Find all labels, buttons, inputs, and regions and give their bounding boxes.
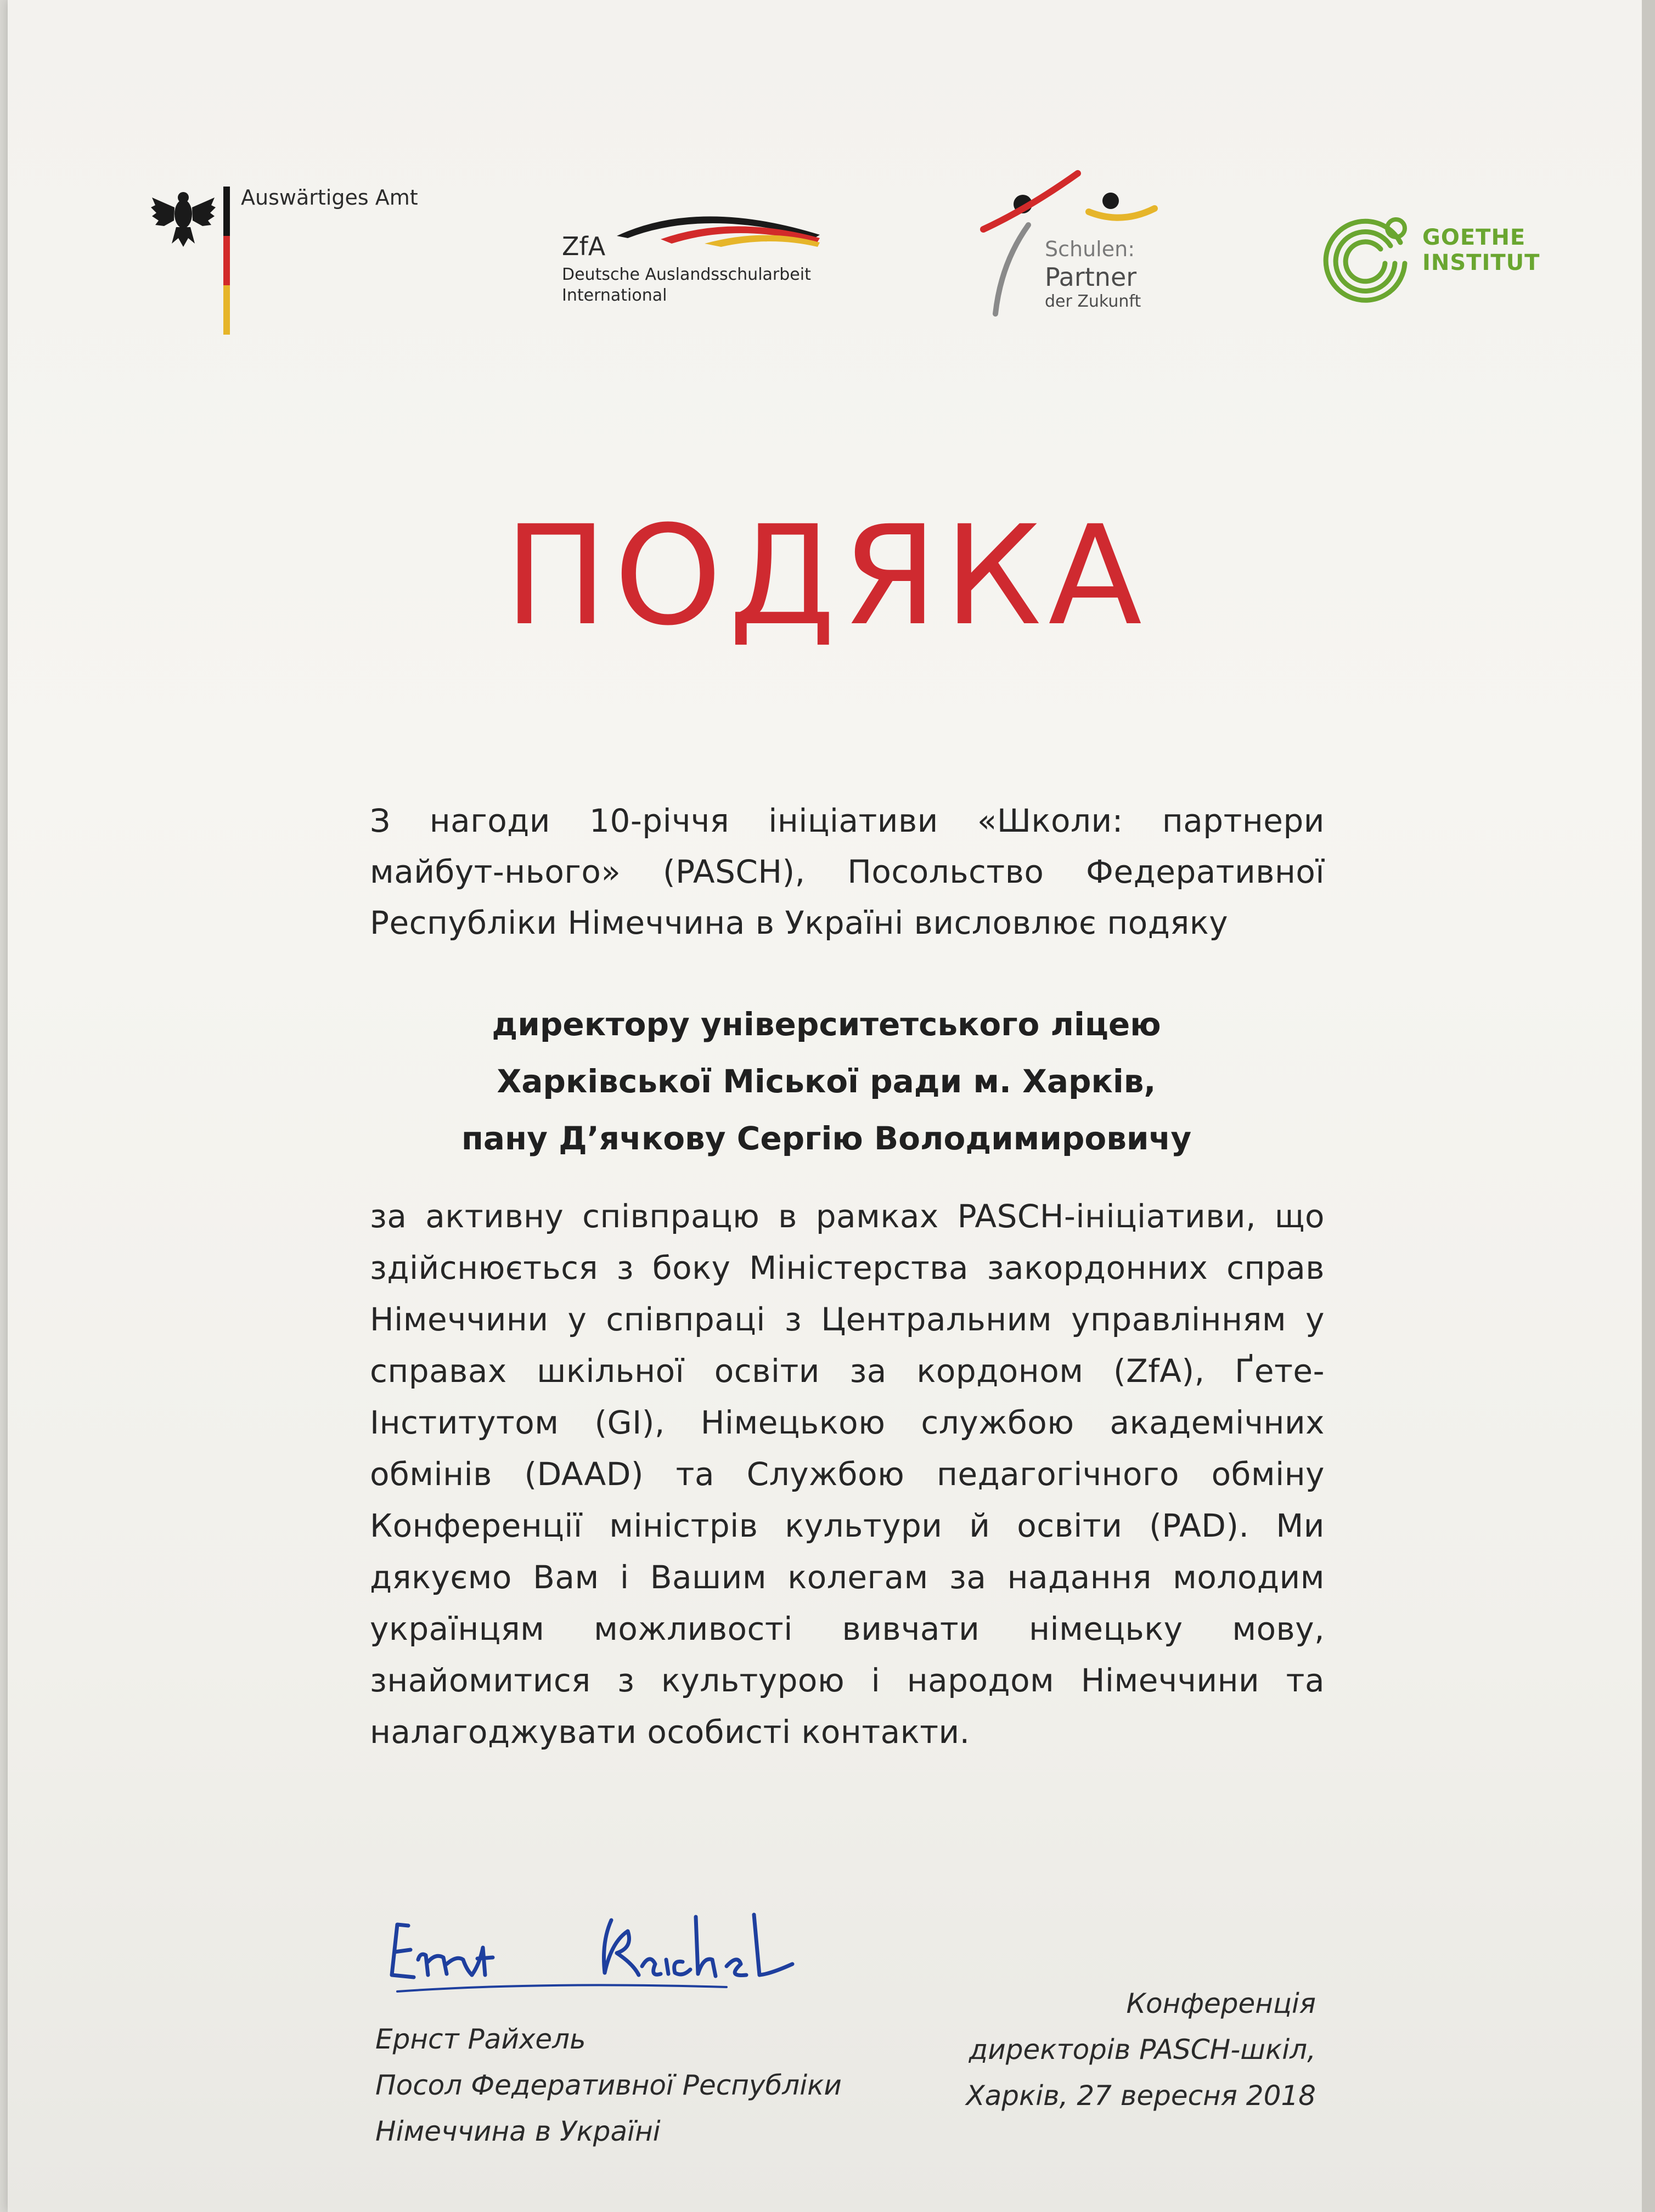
intro-paragraph: З нагоди 10-річчя ініціативи «Школи: партнери майбут-нього» (PASCH), Посольство Федеративної Республіки Німеччина в Україні висловлює подяку: [370, 802, 1325, 941]
recipient-block: [8, 996, 1645, 1167]
handwritten-signature: [375, 1909, 858, 2019]
goethe-line1: GOETHE: [1422, 225, 1526, 250]
zfa-title: ZfA: [562, 232, 606, 261]
conference-line1: Конференція: [1126, 1988, 1316, 2019]
recipient-line1: директору університетського ліцею: [492, 1006, 1161, 1043]
zfa-logo: [556, 203, 836, 313]
goethe-institut-logo: [1319, 208, 1539, 307]
conference-block: [932, 1980, 1316, 2119]
recipient-line3: пану Д’ячкову Сергію Володимировичу: [461, 1120, 1192, 1157]
pasch-logo: [979, 170, 1171, 318]
conference-line2: директорів PASCH-шкіл,: [969, 2034, 1316, 2066]
flag-stripe-red: [223, 236, 230, 285]
recipient-line2: Харківської Міської ради м. Харків,: [497, 1063, 1156, 1100]
certificate-title: ПОДЯКА: [504, 496, 1149, 656]
federal-eagle-icon: [148, 187, 219, 252]
pasch-line3: der Zukunft: [1045, 292, 1141, 311]
signer-name: Ернст Райхель: [375, 2023, 586, 2055]
goethe-spiral-icon: [1319, 208, 1418, 307]
auswaertiges-amt-logo: [148, 187, 455, 335]
pasch-line2: Partner: [1045, 262, 1137, 292]
auswaertiges-amt-name: Auswärtiges Amt: [241, 185, 418, 210]
signer-position-line2: Німеччина в Україні: [375, 2115, 661, 2147]
background-edge: [1642, 0, 1655, 2212]
goethe-line2: INSTITUT: [1422, 250, 1540, 275]
conference-line3: Харків, 27 вересня 2018: [966, 2080, 1316, 2112]
thanks-paragraph: за активну співпрацю в рамках PASCH-ініціативи, що здійснюється з боку Міністерства закордонних справ Німеччини у співпраці з Центральним управлінням у справах шкільної освіти за кордоном (ZfA), Ґете-Інститутом (GI), Німецькою службою академічних обмінів (DAAD) та Службою педагогічного обміну Конференції міністрів культури й освіти (PAD). Ми дякуємо Вам і Вашим колегам за надання молодим українцям можливості вивчати німецьку мову, знайомитися з культурою і народом Німеччини та налагоджувати особисті контакти.: [370, 1198, 1325, 1751]
zfa-subtitle: [562, 264, 811, 306]
signer-block: [375, 2016, 842, 2154]
flag-stripe-black: [223, 187, 230, 236]
zfa-subtitle-line2: International: [562, 286, 667, 305]
flag-stripe-gold: [223, 285, 230, 335]
pasch-line1: Schulen:: [1045, 237, 1135, 261]
zfa-subtitle-line1: Deutsche Auslandsschularbeit: [562, 265, 811, 284]
certificate-sheet: [8, 0, 1645, 2212]
signer-position-line1: Посол Федеративної Республіки: [375, 2069, 842, 2101]
